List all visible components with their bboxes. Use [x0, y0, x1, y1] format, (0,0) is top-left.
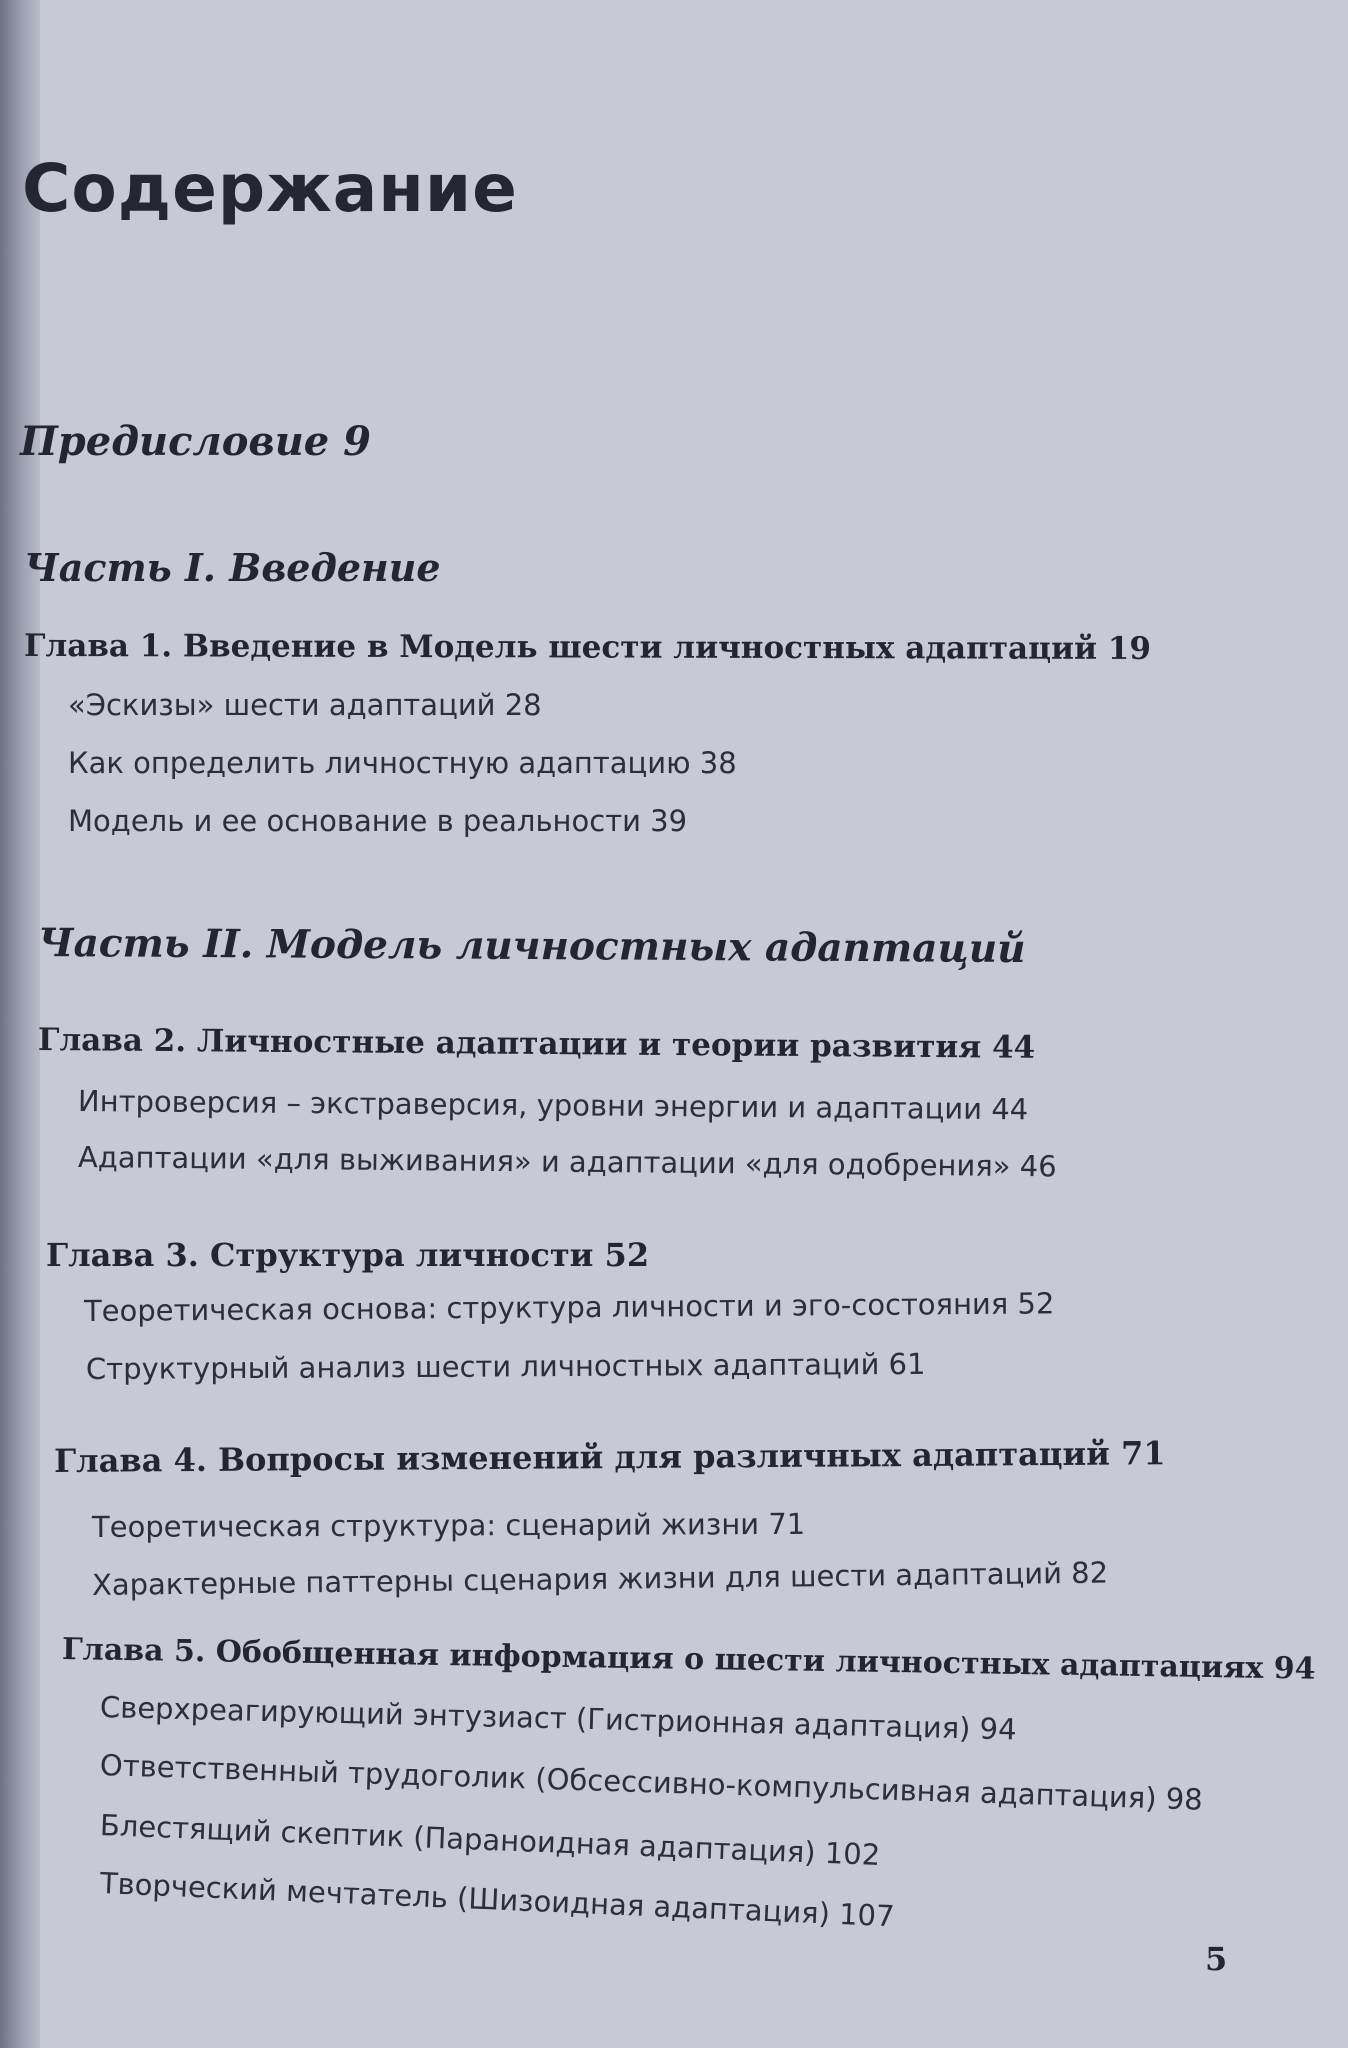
reverse-page-bleed-through	[560, 70, 1320, 380]
preface-entry: Предисловие 9	[20, 418, 371, 465]
chapter-1-heading: Глава 1. Введение в Модель шести личностных адаптаций 19	[23, 628, 1151, 667]
page-title: Содержание	[22, 150, 518, 227]
part-2-heading: Часть II. Модель личностных адаптаций	[37, 920, 1026, 973]
chapter-1-section-3: Модель и ее основание в реальности 39	[68, 804, 688, 838]
chapter-5-section-3: Блестящий скептик (Параноидная адаптация) 102	[99, 1808, 881, 1872]
chapter-2-section-1: Интроверсия – экстраверсия, уровни энергии и адаптации 44	[77, 1084, 1029, 1127]
page-number: 5	[1205, 1940, 1228, 1978]
part-1-heading: Часть I. Введение	[24, 545, 441, 590]
chapter-5-section-1: Сверхреагирующий энтузиаст (Гистрионная адаптация) 94	[99, 1690, 1017, 1747]
chapter-4-section-2: Характерные паттерны сценария жизни для шести адаптаций 82	[91, 1555, 1109, 1602]
chapter-3-heading: Глава 3. Структура личности 52	[46, 1236, 650, 1274]
chapter-3-section-1: Теоретическая основа: структура личности и эго-состояния 52	[83, 1286, 1055, 1328]
chapter-1-section-2: Как определить личностную адаптацию 38	[68, 746, 737, 780]
chapter-4-section-1: Теоретическая структура: сценарий жизни 71	[91, 1506, 806, 1544]
chapter-3-section-2: Структурный анализ шести личностных адаптаций 61	[85, 1346, 926, 1386]
chapter-5-section-2: Ответственный трудоголик (Обсессивно-компульсивная адаптация) 98	[99, 1748, 1204, 1817]
chapter-4-heading: Глава 4. Вопросы изменений для различных адаптаций 71	[53, 1434, 1166, 1480]
chapter-1-section-1: «Эскизы» шести адаптаций 28	[68, 688, 542, 722]
chapter-5-section-4: Творческий мечтатель (Шизоидная адаптация) 107	[99, 1866, 896, 1934]
book-spine-shadow	[0, 0, 40, 2048]
chapter-2-heading: Глава 2. Личностные адаптации и теории развития 44	[37, 1022, 1036, 1066]
chapter-5-heading: Глава 5. Обобщенная информация о шести личностных адаптациях 94	[61, 1632, 1316, 1687]
chapter-2-section-2: Адаптации «для выживания» и адаптации «для одобрения» 46	[77, 1140, 1057, 1184]
